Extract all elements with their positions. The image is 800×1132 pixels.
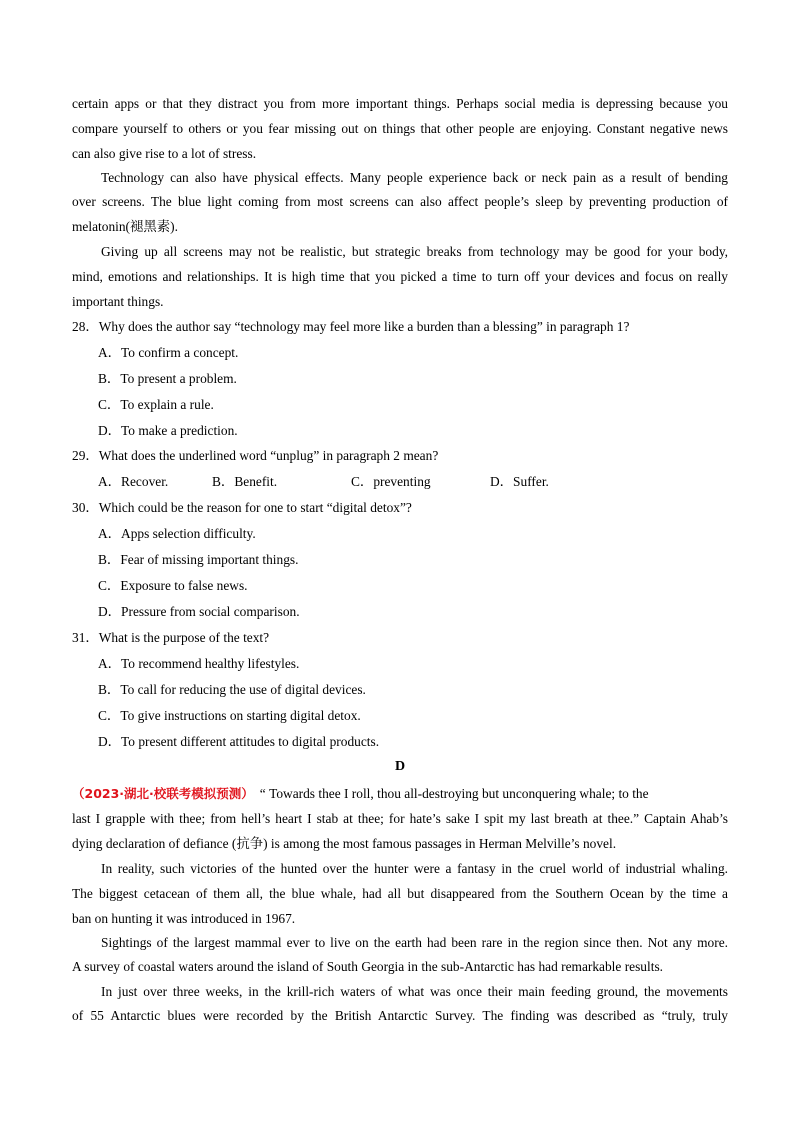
paragraph-line: In reality, such victories of the hunted over the hunter were a fantasy in the cruel world of industrial whaling. — [101, 861, 728, 876]
paragraph-line: Sightings of the largest mammal ever to live on the earth had been rare in the region since then. Not any more. — [101, 935, 728, 950]
paragraph-line: melatonin(褪黑素). — [72, 219, 178, 234]
paragraph-line: mind, emotions and relationships. It is high time that you picked a time to turn off your devices and focus on really — [72, 269, 728, 284]
question-28-option-a: A．To confirm a concept. — [98, 345, 239, 360]
question-28-stem: 28．Why does the author say “technology may feel more like a burden than a blessing” in paragraph 1? — [72, 319, 630, 334]
question-31-stem: 31．What is the purpose of the text? — [72, 630, 270, 645]
paragraph-line: of 55 Antarctic blues were recorded by the British Antarctic Survey. The finding was described as “truly, truly — [72, 1008, 728, 1023]
question-29-option-b: B．Benefit. — [212, 474, 278, 489]
paragraph-line: A survey of coastal waters around the island of South Georgia in the sub-Antarctic has had remarkable results. — [72, 959, 664, 974]
question-29-option-d: D．Suffer. — [490, 474, 549, 489]
paragraph-line: dying declaration of defiance (抗争) is among the most famous passages in Herman Melville’s novel. — [72, 836, 617, 851]
question-28-option-c: C．To explain a rule. — [98, 397, 214, 412]
question-31-option-a: A．To recommend healthy lifestyles. — [98, 656, 300, 671]
paragraph-line: can also give rise to a lot of stress. — [72, 146, 257, 161]
question-30-option-d: D．Pressure from social comparison. — [98, 604, 300, 619]
question-29-stem: 29．What does the underlined word “unplug” in paragraph 2 mean? — [72, 448, 439, 463]
question-29-option-c: C．preventing — [351, 474, 431, 489]
passage-d-line-1 — [72, 786, 728, 802]
question-31-option-d: D．To present different attitudes to digital products. — [98, 734, 380, 749]
question-28-option-d: D．To make a prediction. — [98, 423, 238, 438]
paragraph-line: In just over three weeks, in the krill-rich waters of what was once their main feeding ground, the movements — [101, 984, 728, 999]
paragraph-line: compare yourself to others or you fear missing out on things that other people are enjoying. Constant negative news — [72, 121, 728, 136]
question-30-option-b: B．Fear of missing important things. — [98, 552, 299, 567]
quote-text: “ Towards thee I roll, thou all-destroying but unconquering whale; to the — [259, 786, 649, 801]
question-30-option-c: C．Exposure to false news. — [98, 578, 248, 593]
question-31-option-c: C．To give instructions on starting digital detox. — [98, 708, 361, 723]
paragraph-line: over screens. The blue light coming from most screens can also affect people’s sleep by preventing production of — [72, 194, 728, 209]
paragraph-line: certain apps or that they distract you from more important things. Perhaps social media is depressing because you — [72, 96, 728, 111]
paragraph-line: Giving up all screens may not be realistic, but strategic breaks from technology may be good for your body, — [101, 244, 728, 259]
question-28-option-b: B．To present a problem. — [98, 371, 237, 386]
paragraph-line: important things. — [72, 294, 164, 309]
question-29-option-a: A．Recover. — [98, 474, 169, 489]
source-tag: （2023·湖北·校联考模拟预测） — [72, 786, 254, 801]
paragraph-line: last I grapple with thee; from hell’s heart I stab at thee; for hate’s sake I spit my last breath at thee.” Captain Ahab’s — [72, 811, 728, 826]
question-30-stem: 30．Which could be the reason for one to start “digital detox”? — [72, 500, 412, 515]
paragraph-line: ban on hunting it was introduced in 1967. — [72, 911, 296, 926]
question-31-option-b: B．To call for reducing the use of digital devices. — [98, 682, 366, 697]
section-heading: D — [394, 759, 406, 774]
paragraph-line: The biggest cetacean of them all, the blue whale, had all but disappeared from the Southern Ocean by the time a — [72, 886, 728, 901]
question-30-option-a: A．Apps selection difficulty. — [98, 526, 256, 541]
paragraph-line: Technology can also have physical effects. Many people experience back or neck pain as a result of bending — [101, 170, 728, 185]
